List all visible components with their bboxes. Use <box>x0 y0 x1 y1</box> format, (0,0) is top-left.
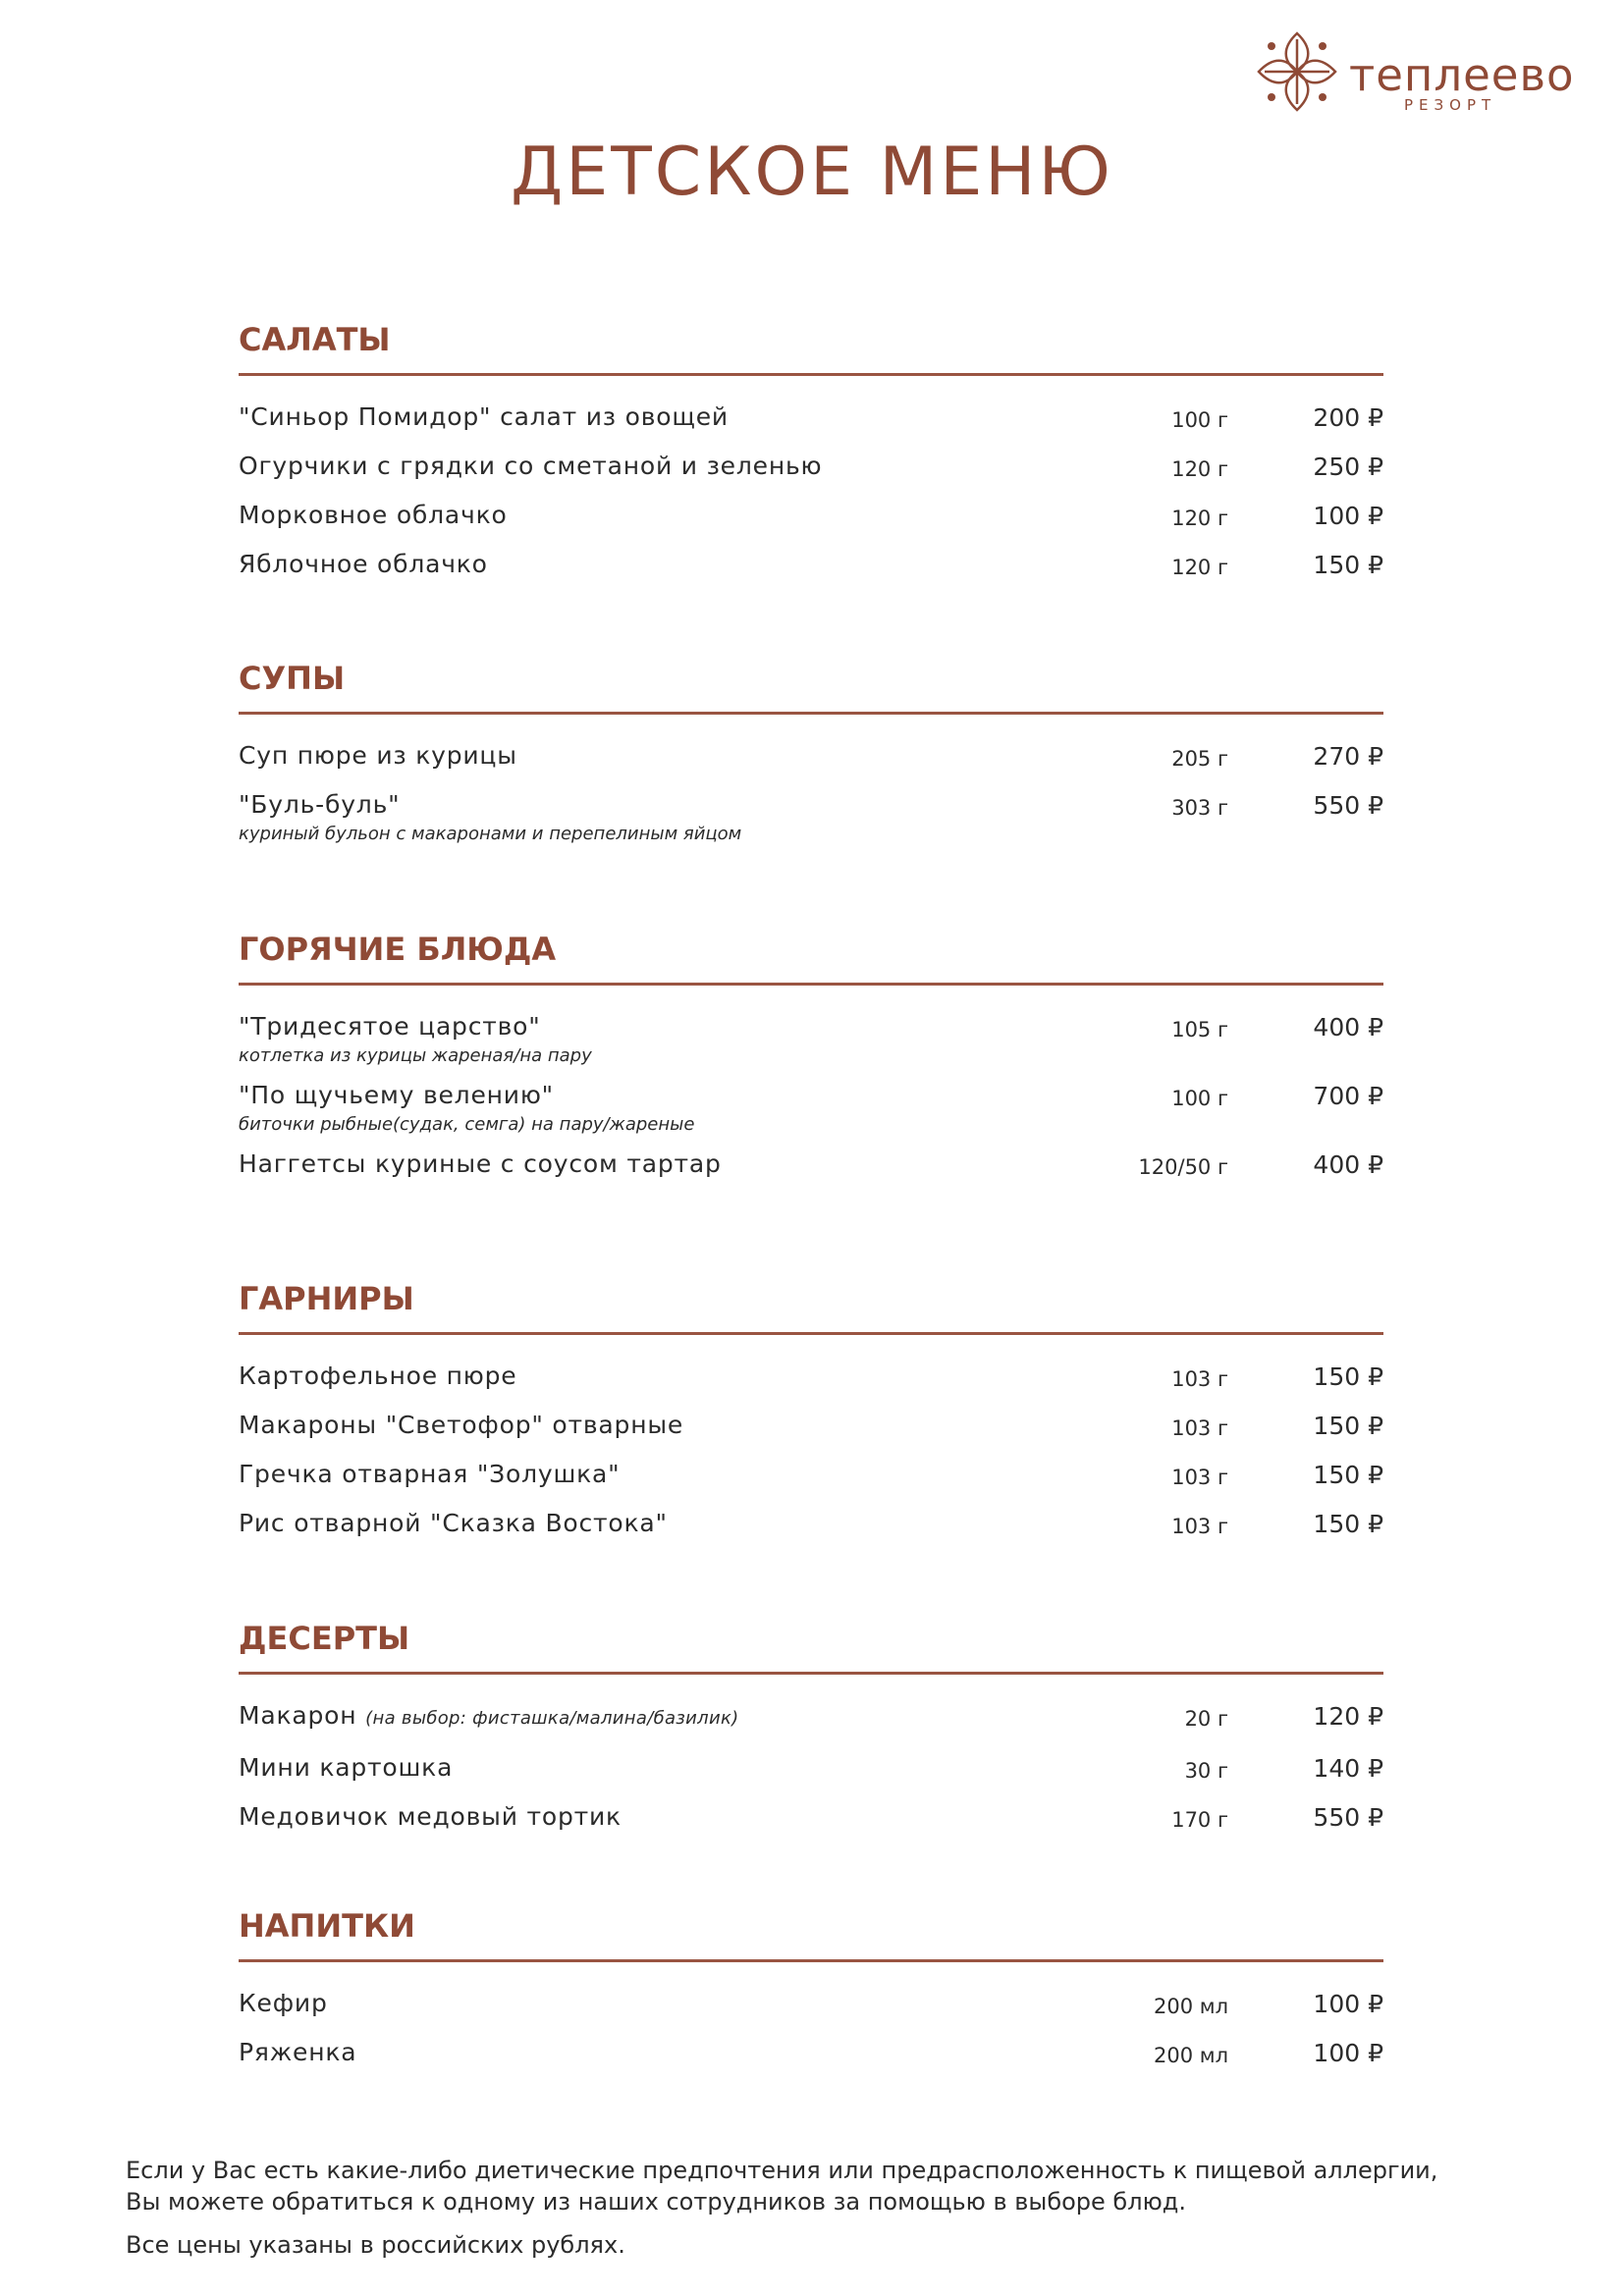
menu-item <box>239 1076 1383 1135</box>
section-hot-dishes <box>239 931 1383 1184</box>
item-description: биточки рыбные(судак, семга) на пару/жареные <box>239 1114 695 1135</box>
item-price: 400 ₽ <box>1313 1013 1383 1041</box>
menu-item <box>239 447 1383 486</box>
item-price: 550 ₽ <box>1313 1803 1383 1832</box>
item-price: 150 ₽ <box>1313 1362 1383 1391</box>
item-price: 200 ₽ <box>1313 403 1383 432</box>
menu-item <box>239 1406 1383 1445</box>
menu-item <box>239 496 1383 535</box>
item-price: 100 ₽ <box>1313 2039 1383 2067</box>
item-weight: 303 г <box>1171 796 1228 820</box>
menu-item <box>239 545 1383 584</box>
menu-item <box>239 398 1383 437</box>
menu-item <box>239 1145 1383 1184</box>
item-name: Огурчики с грядки со сметаной и зеленью <box>239 452 823 480</box>
item-weight: 120 г <box>1171 507 1228 530</box>
section-title: НАПИТКИ <box>239 1910 1383 1962</box>
item-weight: 103 г <box>1171 1515 1228 1538</box>
menu-item <box>239 736 1383 775</box>
item-price: 400 ₽ <box>1313 1150 1383 1179</box>
item-price: 550 ₽ <box>1313 791 1383 820</box>
item-price: 150 ₽ <box>1313 1412 1383 1440</box>
brand-name: теплеево <box>1349 49 1575 101</box>
menu-item <box>239 1696 1383 1738</box>
section-title: ГОРЯЧИЕ БЛЮДА <box>239 934 1383 986</box>
menu-item <box>239 1797 1383 1837</box>
brand-subtitle: РЕЗОРТ <box>1404 96 1497 114</box>
menu-item <box>239 1455 1383 1494</box>
item-name: Морковное облачко <box>239 501 508 529</box>
menu-item <box>239 1504 1383 1543</box>
item-name: Суп пюре из курицы <box>239 741 517 770</box>
item-description: котлетка из курицы жареная/на пару <box>239 1045 592 1066</box>
item-price: 150 ₽ <box>1313 551 1383 579</box>
section-title: ДЕСЕРТЫ <box>239 1623 1383 1675</box>
page-title: ДЕТСКОЕ МЕНЮ <box>511 133 1113 211</box>
brand-logo <box>1255 29 1579 123</box>
item-name: "По щучьему велению" <box>239 1081 554 1109</box>
item-weight: 200 мл <box>1153 1995 1228 2018</box>
item-name: Кефир <box>239 1989 328 2017</box>
item-price: 140 ₽ <box>1313 1754 1383 1783</box>
item-note: (на выбор: фисташка/малина/базилик) <box>365 1708 739 1729</box>
menu-item <box>239 1007 1383 1066</box>
item-name: Макароны "Светофор" отварные <box>239 1411 684 1439</box>
menu-item <box>239 1357 1383 1396</box>
footer-currency-note: Все цены указаны в российских рублях. <box>126 2231 625 2259</box>
leaf-emblem-icon <box>1255 29 1339 114</box>
item-weight: 103 г <box>1171 1466 1228 1489</box>
section-salads <box>239 321 1383 584</box>
item-weight: 103 г <box>1171 1416 1228 1440</box>
item-weight: 120 г <box>1171 457 1228 481</box>
item-name: Рис отварной "Сказка Востока" <box>239 1509 668 1537</box>
item-name-text: Макарон <box>239 1701 357 1730</box>
item-weight: 30 г <box>1184 1759 1228 1783</box>
item-weight: 20 г <box>1184 1707 1228 1731</box>
item-price: 250 ₽ <box>1313 453 1383 481</box>
section-title: САЛАТЫ <box>239 324 1383 376</box>
section-soups <box>239 660 1383 850</box>
footer-allergy-line-2: Вы можете обратиться к одному из наших сотрудников за помощью в выборе блюд. <box>126 2188 1186 2216</box>
section-title: СУПЫ <box>239 663 1383 715</box>
item-name: Наггетсы куриные с соусом тартар <box>239 1149 722 1178</box>
section-title: ГАРНИРЫ <box>239 1283 1383 1335</box>
item-price: 150 ₽ <box>1313 1461 1383 1489</box>
item-price: 270 ₽ <box>1313 742 1383 771</box>
item-name: Гречка отварная "Золушка" <box>239 1460 621 1488</box>
item-price: 150 ₽ <box>1313 1510 1383 1538</box>
item-weight: 200 мл <box>1153 2044 1228 2067</box>
item-name: Медовичок медовый тортик <box>239 1802 622 1831</box>
footer-note <box>126 2155 1437 2261</box>
footer-allergy-line-1: Если у Вас есть какие-либо диетические предпочтения или предрасположенность к пищевой аллергии, <box>126 2157 1438 2184</box>
item-price: 100 ₽ <box>1313 502 1383 530</box>
item-weight: 100 г <box>1171 1087 1228 1110</box>
section-drinks <box>239 1907 1383 2072</box>
item-weight: 205 г <box>1171 747 1228 771</box>
item-name: Картофельное пюре <box>239 1362 517 1390</box>
item-weight: 103 г <box>1171 1367 1228 1391</box>
item-name: "Тридесятое царство" <box>239 1012 541 1041</box>
item-description: куриный бульон с макаронами и перепелиным яйцом <box>239 824 742 844</box>
menu-item <box>239 1984 1383 2023</box>
item-name: "Буль-буль" <box>239 790 401 819</box>
item-price: 700 ₽ <box>1313 1082 1383 1110</box>
section-side-dishes <box>239 1280 1383 1543</box>
item-name: Яблочное облачко <box>239 550 488 578</box>
item-name: "Синьор Помидор" салат из овощей <box>239 402 729 431</box>
section-desserts <box>239 1620 1383 1837</box>
item-weight: 170 г <box>1171 1808 1228 1832</box>
item-weight: 105 г <box>1171 1018 1228 1041</box>
menu-item <box>239 785 1383 844</box>
item-name: Ряженка <box>239 2038 357 2066</box>
item-weight: 120 г <box>1171 556 1228 579</box>
menu-item <box>239 2033 1383 2072</box>
item-weight: 120/50 г <box>1138 1155 1228 1179</box>
menu-item <box>239 1748 1383 1788</box>
item-price: 100 ₽ <box>1313 1990 1383 2018</box>
item-name: Мини картошка <box>239 1753 454 1782</box>
item-price: 120 ₽ <box>1313 1702 1383 1731</box>
item-weight: 100 г <box>1171 408 1228 432</box>
